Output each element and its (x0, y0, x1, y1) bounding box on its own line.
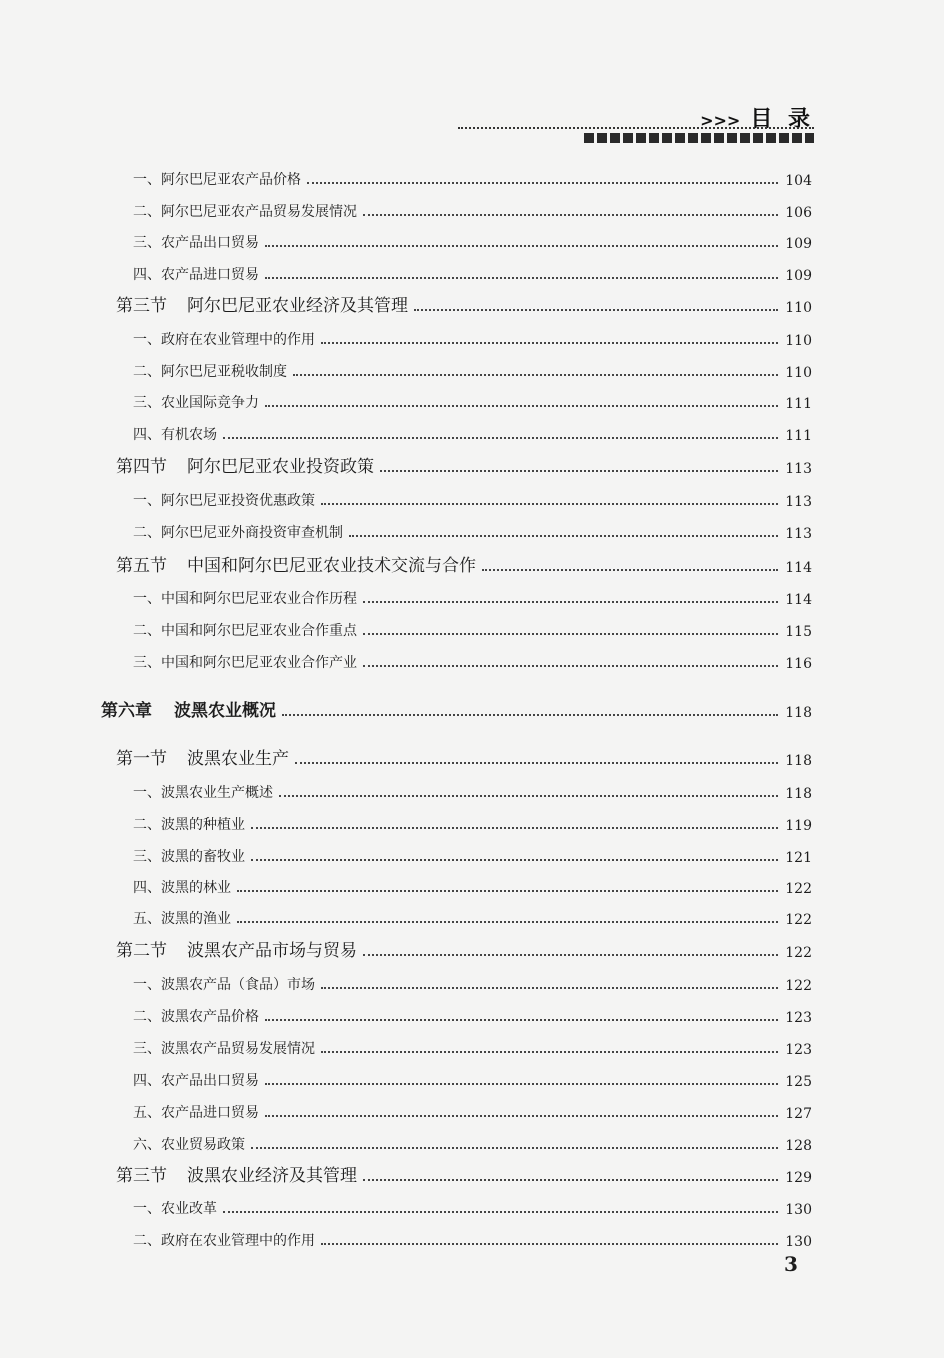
toc-section-row (0, 745, 812, 769)
dot-leader (321, 503, 778, 505)
toc-entry-label: 二、阿尔巴尼亚农产品贸易发展情况 (133, 204, 357, 220)
toc-entry-label: 一、波黑农业生产概述 (133, 785, 273, 801)
toc-entry-label: 六、农业贸易政策 (133, 1137, 245, 1153)
toc-entry-label: 二、阿尔巴尼亚税收制度 (133, 364, 287, 380)
dot-leader (349, 535, 778, 537)
toc-page-number: 130 (785, 1202, 812, 1218)
toc-page-number: 123 (785, 1010, 812, 1026)
toc-page-number: 114 (785, 560, 812, 576)
toc-page-number: 122 (785, 881, 812, 897)
toc-entry-number: 第四节 (116, 457, 167, 477)
dot-leader (363, 1179, 778, 1181)
toc-entry-title: 中国和阿尔巴尼亚农业技术交流与合作 (187, 556, 476, 576)
dot-leader (265, 245, 778, 247)
toc-page-number: 110 (785, 333, 812, 349)
toc-page-number: 111 (785, 428, 812, 444)
toc-entry-label: 一、波黑农产品（食品）市场 (133, 977, 315, 993)
toc-entry-label (116, 452, 374, 477)
toc-page-number: 110 (785, 365, 812, 381)
dot-leader (293, 374, 778, 376)
header-square-band (584, 133, 814, 143)
dot-leader (380, 470, 778, 472)
toc-section-row (0, 552, 812, 576)
toc-entry-label: 二、政府在农业管理中的作用 (133, 1233, 315, 1249)
dot-leader (237, 921, 778, 923)
toc-page-number: 113 (785, 494, 812, 510)
toc-item-row (0, 1098, 812, 1122)
toc-page-number: 118 (785, 786, 812, 802)
toc-chapter-row (0, 697, 812, 721)
toc-page-number: 113 (785, 461, 812, 477)
dot-leader (363, 954, 778, 956)
dot-leader (251, 1147, 778, 1149)
toc-item-row (0, 842, 812, 866)
toc-item-row (0, 228, 812, 252)
dot-leader (414, 309, 778, 311)
toc-item-row (0, 325, 812, 349)
header-dotted-rule (458, 127, 814, 129)
toc-entry-label: 四、农产品进口贸易 (133, 267, 259, 283)
toc-entry-label (116, 291, 408, 316)
toc-section-row (0, 937, 812, 961)
toc-page-number: 122 (785, 912, 812, 928)
dot-leader (279, 795, 778, 797)
toc-item-row (0, 873, 812, 897)
toc-item-row (0, 1226, 812, 1250)
toc-entry-number: 第二节 (116, 941, 167, 961)
toc-page-number: 130 (785, 1234, 812, 1250)
toc-item-row (0, 1130, 812, 1154)
dot-leader (363, 633, 778, 635)
toc-item-row (0, 648, 812, 672)
dot-leader (295, 762, 778, 764)
toc-page-number: 115 (785, 624, 812, 640)
dot-leader (265, 1019, 778, 1021)
toc-entry-label: 五、波黑的渔业 (133, 911, 231, 927)
toc-entry-label (116, 551, 476, 576)
dot-leader (265, 277, 778, 279)
dot-leader (307, 182, 778, 184)
toc-entry-label: 二、波黑的种植业 (133, 817, 245, 833)
toc-section-row (0, 1162, 812, 1186)
toc-page-number: 128 (785, 1138, 812, 1154)
toc-item-row (0, 1002, 812, 1026)
dot-leader (321, 342, 778, 344)
toc-item-row (0, 518, 812, 542)
toc-entry-label: 一、政府在农业管理中的作用 (133, 332, 315, 348)
toc-item-row (0, 904, 812, 928)
toc-entry-label (116, 936, 357, 961)
toc-entry-label: 四、波黑的林业 (133, 880, 231, 896)
toc-page-number: 109 (785, 268, 812, 284)
toc-entry-label: 三、波黑农产品贸易发展情况 (133, 1041, 315, 1057)
toc-item-row (0, 165, 812, 189)
toc-entry-label: 三、农产品出口贸易 (133, 235, 259, 251)
toc-item-row (0, 197, 812, 221)
toc-item-row (0, 420, 812, 444)
toc-entry-number: 第五节 (116, 556, 167, 576)
toc-page-number: 123 (785, 1042, 812, 1058)
toc-page-number: 109 (785, 236, 812, 252)
toc-page-number: 111 (785, 396, 812, 412)
toc-entry-label: 三、农业国际竞争力 (133, 395, 259, 411)
toc-entry-number: 第三节 (116, 1166, 167, 1186)
dot-leader (363, 214, 778, 216)
dot-leader (363, 601, 778, 603)
toc-entry-label: 一、阿尔巴尼亚投资优惠政策 (133, 493, 315, 509)
toc-item-row (0, 1066, 812, 1090)
toc-entry-number: 第一节 (116, 749, 167, 769)
toc-page-number: 118 (785, 753, 812, 769)
toc-item-row (0, 357, 812, 381)
dot-leader (321, 1051, 778, 1053)
toc-page-number: 110 (785, 300, 812, 316)
toc-item-row (0, 1034, 812, 1058)
toc-title-text: 目 录 (750, 107, 814, 132)
header-arrows: >>> (700, 111, 741, 130)
dot-leader (251, 827, 778, 829)
toc-page-number: 127 (785, 1106, 812, 1122)
toc-entry-number: 第三节 (116, 296, 167, 316)
dot-leader (265, 1083, 778, 1085)
toc-section-row (0, 292, 812, 316)
toc-entry-label: 二、中国和阿尔巴尼亚农业合作重点 (133, 623, 357, 639)
toc-entry-title: 波黑农产品市场与贸易 (187, 941, 357, 961)
toc-page-number: 122 (785, 945, 812, 961)
toc-entry-label: 一、农业改革 (133, 1201, 217, 1217)
toc-entry-number: 第六章 (101, 701, 152, 721)
toc-entry-label: 二、阿尔巴尼亚外商投资审查机制 (133, 525, 343, 541)
toc-entry-title: 波黑农业经济及其管理 (187, 1166, 357, 1186)
toc-item-row (0, 970, 812, 994)
toc-item-row (0, 810, 812, 834)
toc-page-number: 121 (785, 850, 812, 866)
toc-entry-label: 三、波黑的畜牧业 (133, 849, 245, 865)
toc-page-number: 113 (785, 526, 812, 542)
toc-entry-label: 五、农产品进口贸易 (133, 1105, 259, 1121)
dot-leader (363, 665, 778, 667)
dot-leader (251, 859, 778, 861)
toc-entry-label (101, 696, 276, 721)
toc-section-row (0, 453, 812, 477)
toc-item-row (0, 486, 812, 510)
dot-leader (482, 569, 778, 571)
toc-page-number: 129 (785, 1170, 812, 1186)
toc-item-row (0, 778, 812, 802)
toc-page-number: 119 (785, 818, 812, 834)
toc-entry-label: 四、农产品出口贸易 (133, 1073, 259, 1089)
toc-entry-label: 一、阿尔巴尼亚农产品价格 (133, 172, 301, 188)
toc-entry-title: 波黑农业生产 (187, 749, 289, 769)
dot-leader (223, 1211, 778, 1213)
toc-page-number: 122 (785, 978, 812, 994)
toc-entry-title: 阿尔巴尼亚农业投资政策 (187, 457, 374, 477)
dot-leader (237, 890, 778, 892)
toc-page-number: 106 (785, 205, 812, 221)
dot-leader (321, 1243, 778, 1245)
dot-leader (265, 405, 778, 407)
toc-page-number: 118 (785, 705, 812, 721)
dot-leader (282, 714, 778, 716)
toc-entry-title: 波黑农业概况 (174, 701, 276, 721)
toc-entry-title: 阿尔巴尼亚农业经济及其管理 (187, 296, 408, 316)
toc-entry-label: 四、有机农场 (133, 427, 217, 443)
toc-item-row (0, 616, 812, 640)
toc-item-row (0, 388, 812, 412)
toc-page-number: 104 (785, 173, 812, 189)
toc-entry-label: 三、中国和阿尔巴尼亚农业合作产业 (133, 655, 357, 671)
toc-entry-label: 一、中国和阿尔巴尼亚农业合作历程 (133, 591, 357, 607)
toc-page-number: 114 (785, 592, 812, 608)
toc-item-row (0, 1194, 812, 1218)
dot-leader (321, 987, 778, 989)
toc-item-row (0, 260, 812, 284)
toc-page-number: 116 (785, 656, 812, 672)
toc-entry-label: 二、波黑农产品价格 (133, 1009, 259, 1025)
toc-page-number: 125 (785, 1074, 812, 1090)
dot-leader (265, 1115, 778, 1117)
dot-leader (223, 437, 778, 439)
toc-item-row (0, 584, 812, 608)
toc-entry-label (116, 744, 289, 769)
page-number: 3 (784, 1252, 798, 1276)
toc-entry-label (116, 1161, 357, 1186)
